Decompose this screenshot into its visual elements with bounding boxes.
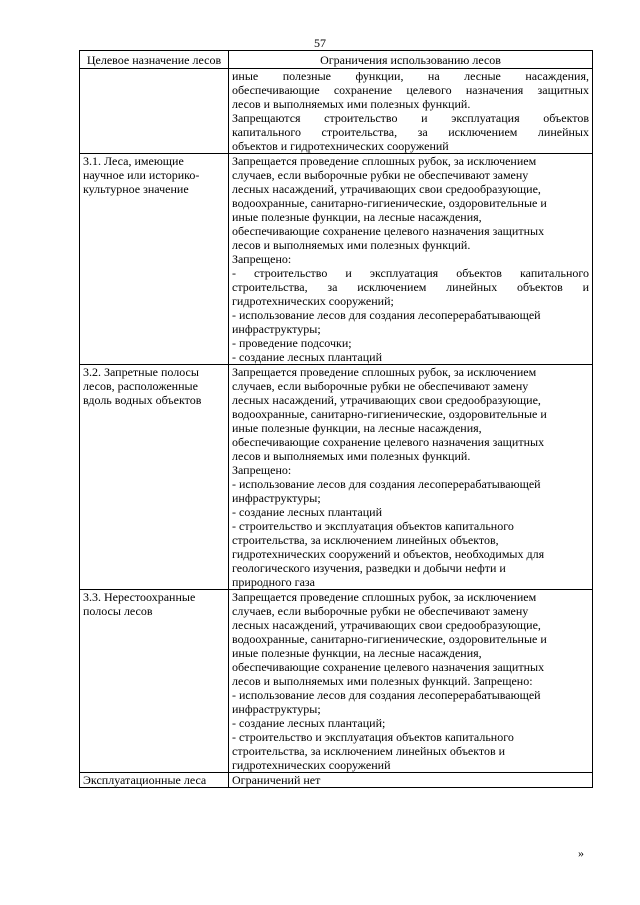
restriction-line: - использование лесов для создания лесоперерабатывающей <box>232 308 541 322</box>
restriction-line: лесных насаждений, утрачивающих свои средообразующие, <box>232 393 541 407</box>
restriction-line: лесов и выполняемых ими полезных функций. <box>232 238 471 252</box>
table-row <box>80 69 593 154</box>
purpose-cell <box>80 69 229 154</box>
purpose-line: Эксплуатационные леса <box>83 773 207 787</box>
restrictions-cell <box>229 773 593 788</box>
restriction-line: - создание лесных плантаций <box>232 505 383 519</box>
restriction-line: Ограничений нет <box>232 773 321 787</box>
restriction-line: - проведение подсочки; <box>232 336 352 350</box>
restriction-line: природного газа <box>232 575 315 589</box>
restriction-line: лесов и выполняемых ими полезных функций. <box>232 449 471 463</box>
purpose-line: культурное значение <box>83 182 189 196</box>
restriction-line: лесных насаждений, утрачивающих свои средообразующие, <box>232 618 541 632</box>
purpose-cell <box>80 590 229 773</box>
table-row <box>80 154 593 365</box>
forest-restrictions-table <box>79 50 593 788</box>
restrictions-cell <box>229 154 593 365</box>
restrictions-cell <box>229 365 593 590</box>
purpose-cell <box>80 154 229 365</box>
restriction-line: - строительство и эксплуатация объектов капитального <box>232 730 514 744</box>
restriction-line: случаев, если выборочные рубки не обеспечивают замену <box>232 604 529 618</box>
restriction-line: лесных насаждений, утрачивающих свои средообразующие, <box>232 182 541 196</box>
restriction-line: - строительство и эксплуатация объектов капитального <box>232 519 514 533</box>
table-row <box>80 590 593 773</box>
table-row <box>80 365 593 590</box>
restriction-line: - создание лесных плантаций <box>232 350 383 364</box>
restriction-line: - строительство и эксплуатация объектов капитального <box>232 266 589 280</box>
restriction-line: Запрещено: <box>232 463 292 477</box>
restriction-line: геологического изучения, разведки и добычи нефти и <box>232 561 506 575</box>
purpose-line: 3.2. Запретные полосы <box>83 365 199 379</box>
restriction-line: строительства, за исключением линейных объектов и <box>232 280 589 294</box>
restriction-line: объектов и гидротехнических сооружений <box>232 139 449 153</box>
restriction-line: гидротехнических сооружений и объектов, необходимых для <box>232 547 545 561</box>
restriction-line: инфраструктуры; <box>232 702 321 716</box>
restriction-line: строительства, за исключением линейных объектов и <box>232 744 506 758</box>
restriction-line: иные полезные функции, на лесные насаждения, <box>232 210 482 224</box>
table-header-row <box>80 51 593 69</box>
purpose-cell <box>80 773 229 788</box>
restriction-line: лесов и выполняемых ими полезных функций. <box>232 97 471 111</box>
restriction-line: - использование лесов для создания лесоперерабатывающей <box>232 477 541 491</box>
table-row <box>80 773 593 788</box>
restriction-line: капитального строительства, за исключением линейных <box>232 125 589 139</box>
restriction-line: инфраструктуры; <box>232 322 321 336</box>
restriction-line: иные полезные функции, на лесные насаждения, <box>232 69 589 83</box>
purpose-line: научное или историко- <box>83 168 200 182</box>
purpose-cell <box>80 365 229 590</box>
purpose-line: вдоль водных объектов <box>83 393 202 407</box>
restriction-line: инфраструктуры; <box>232 491 321 505</box>
restriction-line: иные полезные функции, на лесные насаждения, <box>232 421 482 435</box>
restriction-line: обеспечивающие сохранение целевого назначения защитных <box>232 435 545 449</box>
purpose-line: лесов, расположенные <box>83 379 198 393</box>
restriction-line: водоохранные, санитарно-гигиенические, оздоровительные и <box>232 196 547 210</box>
header-restrictions: Ограничения использованию лесов <box>229 51 593 69</box>
restriction-line: - использование лесов для создания лесоперерабатывающей <box>232 688 541 702</box>
restriction-line: Запрещаются строительство и эксплуатация объектов <box>232 111 589 125</box>
restriction-line: случаев, если выборочные рубки не обеспечивают замену <box>232 168 529 182</box>
restriction-line: - создание лесных плантаций; <box>232 716 386 730</box>
restriction-line: Запрещается проведение сплошных рубок, за исключением <box>232 365 537 379</box>
restriction-line: обеспечивающие сохранение целевого назначения защитных <box>232 83 589 97</box>
purpose-line: 3.3. Нерестоохранные <box>83 590 196 604</box>
header-purpose: Целевое назначение лесов <box>80 51 229 69</box>
restriction-line: Запрещается проведение сплошных рубок, за исключением <box>232 590 537 604</box>
restrictions-cell <box>229 69 593 154</box>
restriction-line: гидротехнических сооружений <box>232 758 391 772</box>
purpose-line: полосы лесов <box>83 604 153 618</box>
restriction-line: водоохранные, санитарно-гигиенические, оздоровительные и <box>232 632 547 646</box>
restriction-line: обеспечивающие сохранение целевого назначения защитных <box>232 660 545 674</box>
restriction-line: водоохранные, санитарно-гигиенические, оздоровительные и <box>232 407 547 421</box>
purpose-line: 3.1. Леса, имеющие <box>83 154 184 168</box>
restrictions-cell <box>229 590 593 773</box>
restriction-line: случаев, если выборочные рубки не обеспечивают замену <box>232 379 529 393</box>
restriction-line: иные полезные функции, на лесные насаждения, <box>232 646 482 660</box>
closing-quote-mark: » <box>578 846 584 860</box>
restriction-line: лесов и выполняемых ими полезных функций. Запрещено: <box>232 674 533 688</box>
restriction-line: строительства, за исключением линейных объектов, <box>232 533 499 547</box>
restriction-line: гидротехнических сооружений; <box>232 294 394 308</box>
restriction-line: Запрещено: <box>232 252 292 266</box>
restriction-line: Запрещается проведение сплошных рубок, за исключением <box>232 154 537 168</box>
page-number: 57 <box>314 36 326 50</box>
restriction-line: обеспечивающие сохранение целевого назначения защитных <box>232 224 545 238</box>
